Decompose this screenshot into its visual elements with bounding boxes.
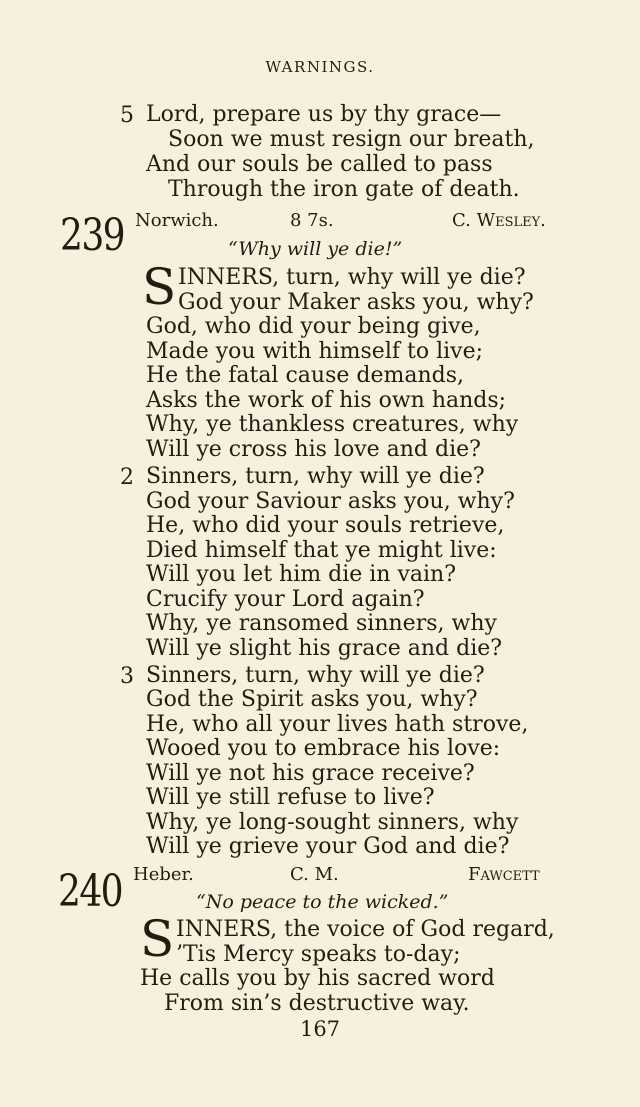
- meter: 8 7s.: [290, 210, 334, 231]
- verse-line: Wooed you to embrace his love:: [146, 736, 501, 761]
- verse-line: Through the iron gate of death.: [168, 177, 520, 202]
- author: C. Wesley.: [452, 210, 546, 231]
- verse-line: From sin’s destructive way.: [164, 991, 470, 1016]
- verse-line: Sinners, turn, why will ye die?: [146, 663, 485, 688]
- verse-line: Will ye still refuse to live?: [146, 785, 435, 810]
- hymn-motto: “Why will ye die!”: [228, 238, 403, 260]
- verse-line: God the Spirit asks you, why?: [146, 687, 478, 712]
- verse-line: And our souls be called to pass: [146, 152, 493, 177]
- verse-line: Will ye slight his grace and die?: [146, 636, 503, 661]
- verse-line: God your Saviour asks you, why?: [146, 489, 515, 514]
- verse-first-line: [178, 266, 526, 290]
- page-number: 167: [299, 1017, 341, 1041]
- stanza-number: 2: [120, 465, 134, 490]
- verse-line: Will you let him die in vain?: [146, 562, 456, 587]
- verse-line: God your Maker asks you, why?: [178, 290, 534, 315]
- verse-first-line: [176, 918, 555, 942]
- drop-cap: S: [140, 910, 175, 968]
- author: Fawcett: [468, 864, 540, 885]
- verse-line: Will ye grieve your God and die?: [146, 834, 510, 859]
- verse-line: God, who did your being give,: [146, 314, 481, 339]
- verse-line: Died himself that ye might live:: [146, 538, 497, 563]
- stanza-number: 3: [120, 664, 134, 689]
- verse-line: Why, ye ransomed sinners, why: [146, 611, 497, 636]
- first-word-caps: INNERS,: [176, 917, 278, 942]
- first-line-rest: turn, why will ye die?: [286, 265, 526, 290]
- verse-line: Crucify your Lord again?: [146, 587, 425, 612]
- verse-line: Will ye cross his love and die?: [146, 437, 481, 462]
- verse-line: ’Tis Mercy speaks to-day;: [176, 942, 461, 967]
- hymn-number: 239: [60, 210, 124, 261]
- meter: C. M.: [290, 864, 339, 885]
- verse-line: Why, ye long-sought sinners, why: [146, 810, 519, 835]
- hymn-number: 240: [58, 866, 122, 917]
- stanza-number: 5: [120, 103, 134, 128]
- drop-cap: S: [142, 258, 177, 316]
- verse-line: Sinners, turn, why will ye die?: [146, 464, 485, 489]
- verse-line: He the fatal cause demands,: [146, 363, 464, 388]
- first-word-caps: INNERS,: [178, 265, 280, 290]
- verse-line: Will ye not his grace receive?: [146, 761, 475, 786]
- verse-line: Asks the work of his own hands;: [146, 388, 507, 413]
- tune-name: Norwich.: [135, 210, 219, 231]
- tune-name: Heber.: [133, 864, 194, 885]
- verse-line: He, who all your lives hath strove,: [146, 712, 529, 737]
- verse-line: Made you with himself to live;: [146, 339, 484, 364]
- hymn-motto: “No peace to the wicked.”: [196, 891, 449, 913]
- verse-line: Why, ye thankless creatures, why: [146, 412, 519, 437]
- verse-line: He, who did your souls retrieve,: [146, 513, 505, 538]
- verse-line: Soon we must resign our breath,: [168, 127, 535, 152]
- first-line-rest: the voice of God regard,: [284, 917, 555, 942]
- running-header: WARNINGS.: [265, 58, 375, 76]
- verse-line: He calls you by his sacred word: [140, 966, 495, 991]
- verse-line: Lord, prepare us by thy grace—: [146, 102, 502, 127]
